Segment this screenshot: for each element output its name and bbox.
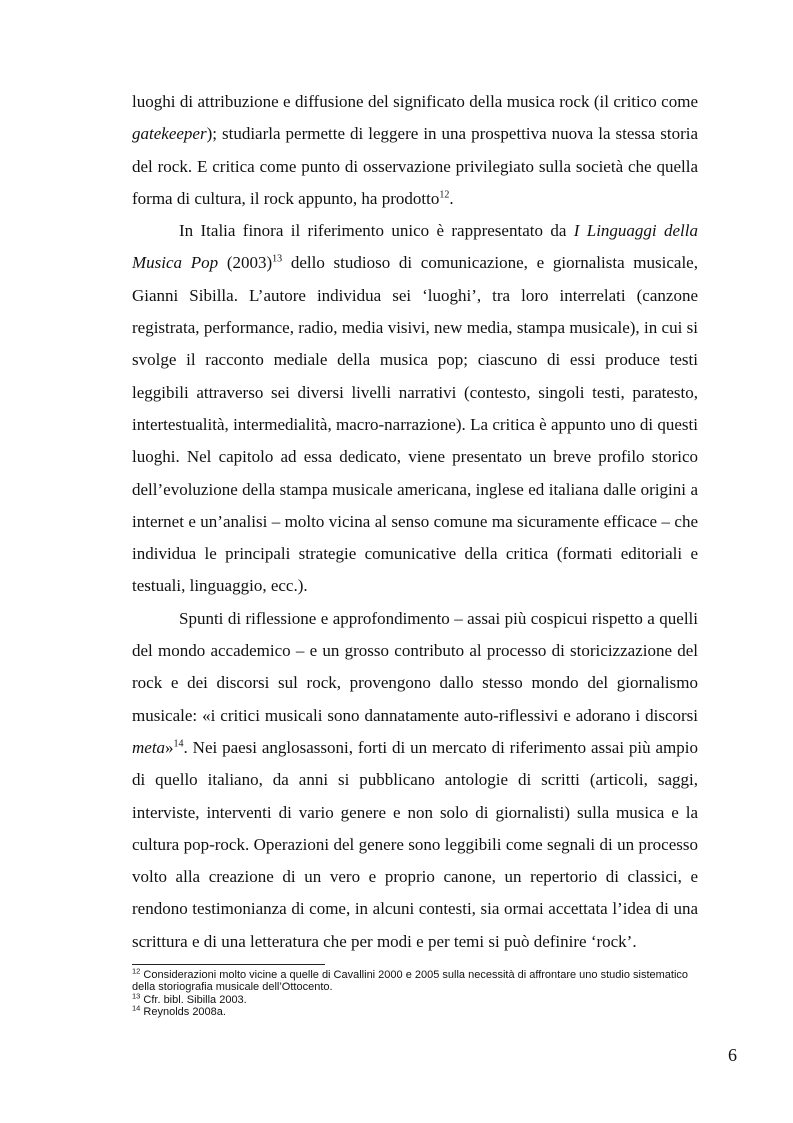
text-run: ); studiarla permette di leggere in una prospettiva nuova la stessa storia del rock. E critica come punto di osservazione privilegiato sulla società che quella forma di cultura, il rock appunto, ha prodotto [132, 124, 698, 208]
footnotes [132, 966, 698, 1019]
footnote [132, 991, 698, 1006]
footnote-number: 12 [132, 966, 141, 976]
footnote-separator [132, 964, 325, 965]
text-run: luoghi di attribuzione e diffusione del significato della musica rock (il critico come [132, 92, 698, 111]
footnote-text: Considerazioni molto vicine a quelle di Cavallini 2000 e 2005 sulla necessità di affrontare uno studio sistematico della storiografia musicale dell’Ottocento. [132, 969, 689, 994]
italic-text: gatekeeper [132, 124, 207, 144]
paragraph [132, 215, 698, 603]
text-run: Spunti di riflessione e approfondimento – assai più cospicui rispetto a quelli del mondo accademico – e un grosso contributo al processo di storicizzazione del rock e dei discorsi sul rock, provengono dallo stesso mondo del giornalismo musicale: «i critici musicali sono dannatamente auto-riflessivi e adorano i discorsi [132, 608, 698, 725]
text-run: (2003) [218, 253, 273, 273]
paragraph [132, 86, 698, 215]
italic-text: I Linguaggi della Musica Pop [132, 221, 699, 273]
footnote [132, 966, 698, 994]
footnote-text: Reynolds 2008a. [140, 1006, 226, 1019]
text-run: » [165, 737, 174, 757]
body-text [132, 86, 698, 958]
text-run: . Nei paesi anglosassoni, forti di un mercato di riferimento assai più ampio di quello italiano, da anni si pubblicano antologie di scritti (articoli, saggi, interviste, interventi di vario genere e non solo di giornalisti) sulla musica e la cultura pop-rock. Operazioni del genere sono leggibili come segnali di un processo volto alla creazione di un vero e proprio canone, un repertorio di classici, e rendono testimonianza di come, in alcuni contesti, sia ormai accettata l’idea di una scrittura e di una letteratura che per modi e per temi si può definire ‘rock’. [132, 737, 698, 951]
footnote-reference: 13 [272, 253, 283, 265]
footnote [132, 1003, 698, 1019]
text-run: In Italia finora il riferimento unico è rappresentato da [179, 221, 574, 241]
footnote-number: 13 [132, 991, 141, 1001]
footnote-number: 14 [132, 1003, 141, 1013]
footnote-text: Cfr. bibl. Sibilla 2003. [140, 993, 247, 1006]
text-run: dello studioso di comunicazione, e giornalista musicale, Gianni Sibilla. L’autore individua sei ‘luoghi’, tra loro interrelati (canzone registrata, performance, radio, media visivi, new media, stampa musicale), in cui si svolge il racconto mediale della musica pop; ciascuno di essi produce testi leggibili attraverso sei diversi livelli narrativi (contesto, singoli testi, paratesto, intertestualità, intermedialità, macro-narrazione). La critica è appunto uno di questi luoghi. Nel capitolo ad essa dedicato, viene presentato un breve profilo storico dell’evoluzione della stampa musicale americana, inglese ed italiana dalle origini a internet e un’analisi – molto vicina al senso comune ma sicuramente efficace – che individua le principali strategie comunicative della critica (formati editoriali e testuali, linguaggio, ecc.). [132, 253, 698, 596]
footnote-reference: 12 [439, 189, 450, 201]
footnote-reference: 14 [173, 738, 184, 750]
text-run: . [449, 188, 454, 208]
page-number: 6 [728, 1045, 737, 1065]
italic-text: meta [132, 737, 166, 757]
paragraph [132, 603, 698, 958]
